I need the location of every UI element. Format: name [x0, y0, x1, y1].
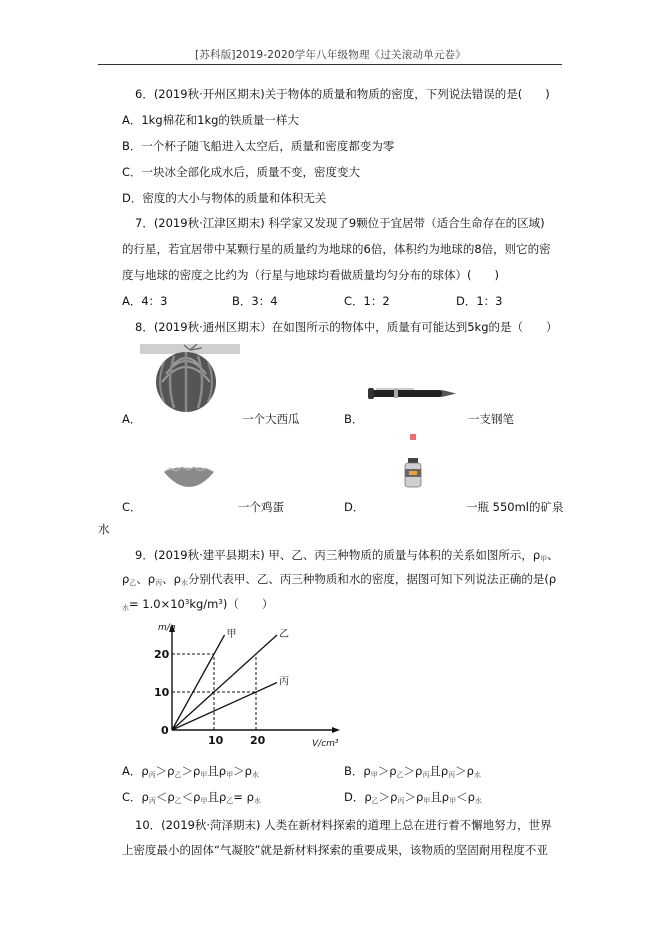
q9-option-b-sub: 水 [473, 771, 481, 779]
q9-option-d-sub: 甲 [423, 797, 431, 805]
q8-option-d-letter: D． [344, 500, 365, 514]
q9-line-3-end: )（ ） [222, 597, 274, 611]
q6-option-b: B．一个杯子随飞船进入太空后，质量和密度都变为零 [122, 139, 395, 153]
y-tick-label: 10 [154, 686, 170, 699]
y-axis-label: m/g [158, 623, 176, 633]
q8-stem: 8．(2019秋·通州区期末）在如图所示的物体中，质量有可能达到5kg的是（ ） [135, 320, 558, 334]
q9-line-1 [135, 548, 559, 564]
q9-option-a-sub: 甲 [226, 771, 234, 779]
q9-option-a [122, 764, 259, 780]
q9-line-1-end: 、 [547, 548, 559, 562]
q9-option-d-text: ＞ρ [404, 790, 424, 804]
q9-option-b-sub: 乙 [396, 771, 404, 779]
series-label: 甲 [226, 629, 237, 640]
q6-option-a: A．1kg棉花和1kg的铁质量一样大 [122, 113, 299, 127]
q9-option-c-text: C．ρ [122, 790, 149, 804]
q9-option-b-text: 且ρ [429, 764, 449, 778]
q9-option-a-text: ＞ρ [155, 764, 175, 778]
q8-option-c-letter: C． [122, 500, 142, 514]
q7-option-d: D．1：3 [456, 294, 503, 308]
q9-option-c [122, 790, 261, 806]
q7-line-1: 7．(2019秋·江津区期末) 科学家又发现了9颗位于宜居带（适合生命存在的区域) [135, 216, 545, 230]
q9-sub-2: 丙 [155, 579, 163, 587]
q7-option-a: A．4：3 [122, 294, 168, 308]
q8-option-b-letter: B． [344, 412, 364, 426]
q9-option-b-text: B．ρ [344, 764, 371, 778]
q9-sup-2: 3 [218, 598, 223, 606]
q8-option-a-letter: A． [122, 412, 142, 426]
q9-rho-2: 、ρ [136, 572, 156, 586]
q7-line-3: 度与地球的密度之比约为（行星与地球均看做质量均匀分布的球体）( ) [122, 268, 499, 282]
header-title: [苏科版]2019-2020学年八年级物理《过关滚动单元卷》 [195, 49, 466, 61]
q9-line-3 [122, 597, 273, 613]
series-line [172, 635, 277, 730]
series-label: 丙 [279, 676, 289, 688]
q9-line-2-text: 分别代表甲、乙、丙三种物质和水的密度，据图可知下列说法正确的是(ρ [187, 572, 557, 586]
q8-option-b-text: 一支钢笔 [468, 412, 514, 426]
q9-option-c-sub: 丙 [148, 797, 156, 805]
q9-sup-1: 3 [184, 598, 190, 606]
q9-option-a-sub: 甲 [200, 771, 208, 779]
q7-line-2: 的行星，若宜居带中某颗行星的质量约为地球的6倍，体积约为地球的8倍，则它的密 [122, 242, 551, 256]
q9-option-b-text: ＞ρ [377, 764, 397, 778]
q9-line-1-text: 9．(2019秋·建平县期末) 甲、乙、丙三种物质的质量与体积的关系如图所示，ρ [135, 548, 541, 562]
egg-photo [160, 462, 218, 498]
q9-rho-3: 、ρ [162, 572, 181, 586]
q9-option-c-sub: 乙 [174, 797, 182, 805]
q9-option-b-text: ＞ρ [403, 764, 423, 778]
q9-option-a-sub: 水 [251, 771, 259, 779]
q9-option-b-sub: 丙 [448, 771, 456, 779]
q8-option-a-text: 一个大西瓜 [242, 412, 300, 426]
q9-option-c-text: = ρ [233, 790, 254, 804]
q10-line-2: 上密度最小的固体“气凝胶”就是新材料探索的重要成果，该物质的坚固耐用程度不亚 [122, 843, 548, 857]
q9-option-c-sub: 乙 [226, 797, 234, 805]
q9-option-a-text: ＞ρ [233, 764, 252, 778]
x-axis-arrow [332, 727, 340, 733]
q9-option-d-sub: 丙 [397, 797, 405, 805]
q9-sub-3: 水 [180, 579, 188, 587]
q9-option-b [344, 764, 481, 780]
watermelon-photo [140, 344, 240, 414]
q9-sub-1: 乙 [129, 579, 137, 587]
q9-option-d [344, 790, 482, 806]
q6-option-c: C．一块冰全部化成水后，质量不变，密度变大 [122, 165, 361, 179]
q9-option-b-sub: 丙 [422, 771, 430, 779]
q7-option-b: B．3：4 [232, 294, 278, 308]
x-tick-label: 10 [208, 734, 224, 747]
series-line [172, 635, 225, 730]
x-tick-label: 20 [250, 734, 266, 747]
series-label: 乙 [279, 629, 289, 640]
q10-line-1: 10．(2019秋·菏泽期末) 人类在新材料探索的道理上总在进行着不懈地努力，世界 [135, 818, 552, 832]
q9-option-a-text: A．ρ [122, 764, 149, 778]
q9-option-d-text: ＜ρ [456, 790, 475, 804]
q9-density-unit: kg/m [189, 597, 219, 611]
q9-option-b-text: ＞ρ [455, 764, 474, 778]
q6-option-d: D．密度的大小与物体的质量和体积无关 [122, 191, 327, 205]
series-line [172, 683, 277, 731]
q9-density-value: = 1.0×10 [129, 597, 185, 611]
q9-option-c-sub: 甲 [200, 797, 208, 805]
q9-option-c-sub: 水 [253, 797, 261, 805]
y-tick-label: 20 [154, 648, 170, 661]
q9-option-d-sub: 甲 [449, 797, 457, 805]
q8-option-d-wrap: 水 [98, 522, 110, 536]
q9-rho-1: ρ [122, 572, 130, 586]
q9-option-c-text: 且ρ [207, 790, 227, 804]
q9-option-d-sub: 乙 [371, 797, 379, 805]
q9-option-d-text: 且ρ [430, 790, 450, 804]
q9-option-d-sub: 水 [474, 797, 482, 805]
q9-option-c-text: ＜ρ [181, 790, 201, 804]
q9-option-c-text: ＜ρ [155, 790, 175, 804]
mass-volume-chart [140, 618, 360, 750]
water-bottle-photo [402, 434, 424, 490]
q9-option-a-sub: 丙 [148, 771, 156, 779]
q6-stem: 6．(2019秋·开州区期末)关于物体的质量和物质的密度，下列说法错误的是( ) [135, 87, 550, 101]
q9-water-sub: 水 [122, 604, 129, 612]
q9-option-a-text: 且ρ [207, 764, 227, 778]
q9-option-d-text: D．ρ [344, 790, 372, 804]
q9-option-d-text: ＞ρ [378, 790, 398, 804]
pen-photo [364, 384, 460, 402]
header-rule [98, 64, 562, 65]
q8-option-d-text: 一瓶 550ml的矿泉 [466, 500, 564, 514]
q9-option-a-sub: 乙 [174, 771, 182, 779]
q9-option-b-sub: 甲 [370, 771, 378, 779]
x-axis-label: V/cm³ [312, 739, 339, 749]
q9-line-2 [122, 572, 556, 588]
origin-label: 0 [161, 724, 169, 737]
q8-option-c-text: 一个鸡蛋 [238, 500, 284, 514]
q9-line-1-sub: 甲 [540, 555, 548, 563]
q7-option-c: C．1：2 [344, 294, 390, 308]
q9-option-a-text: ＞ρ [181, 764, 201, 778]
